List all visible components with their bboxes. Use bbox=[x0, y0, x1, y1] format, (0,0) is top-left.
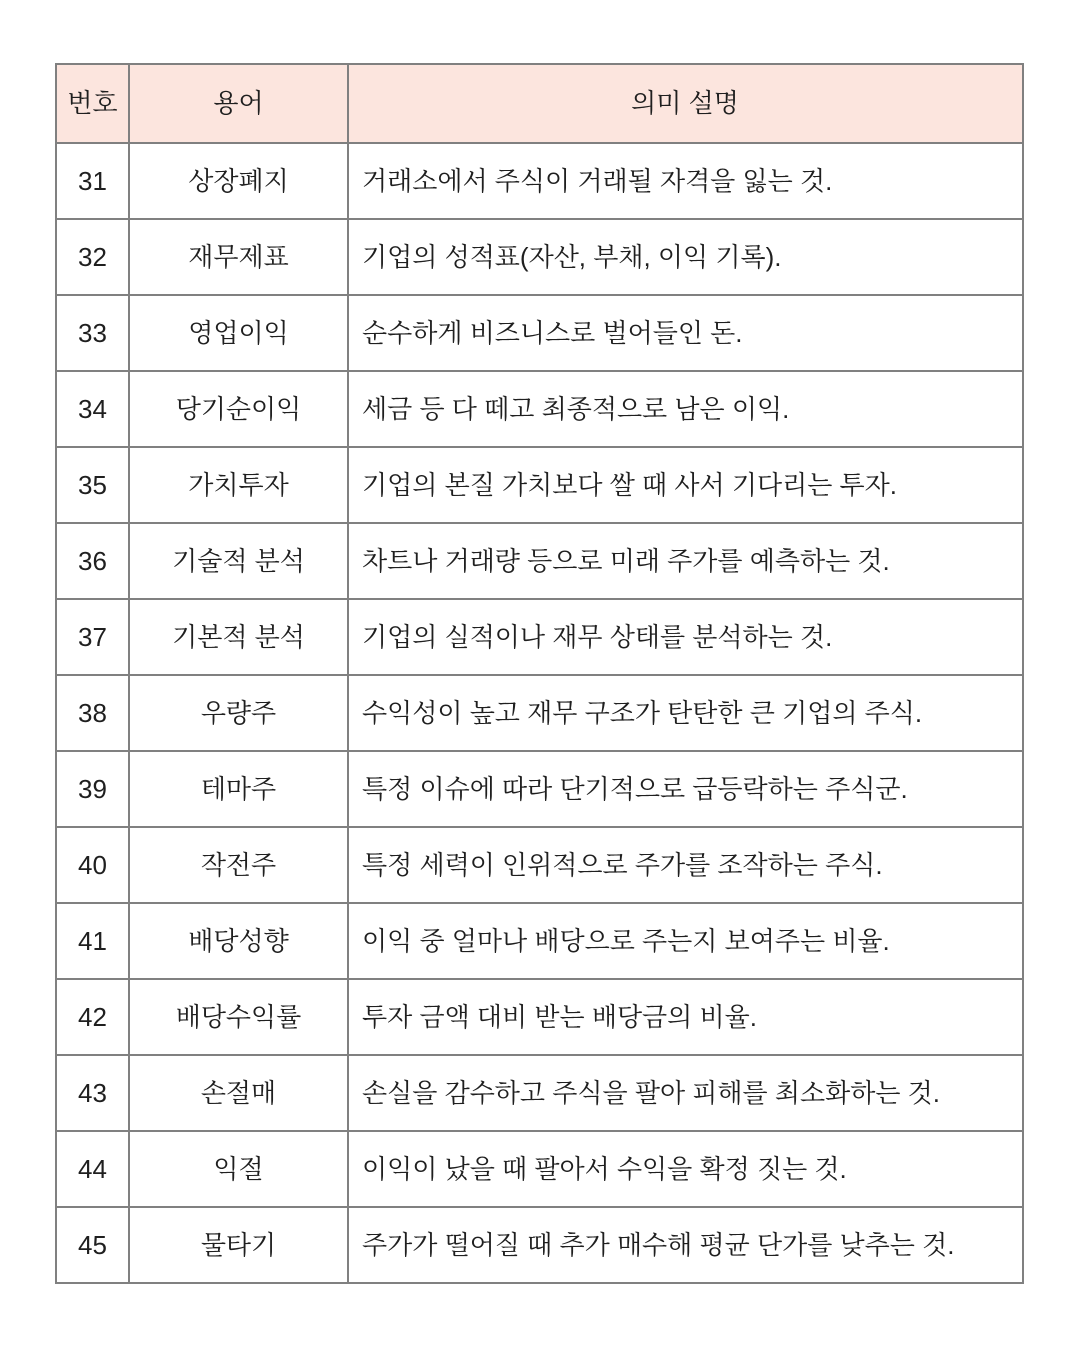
description-cell: 손실을 감수하고 주식을 팔아 피해를 최소화하는 것. bbox=[348, 1055, 1023, 1131]
row-number-cell: 36 bbox=[56, 523, 129, 599]
table-row bbox=[56, 447, 1023, 523]
row-number-cell: 43 bbox=[56, 1055, 129, 1131]
description-cell: 차트나 거래량 등으로 미래 주가를 예측하는 것. bbox=[348, 523, 1023, 599]
term-cell: 배당수익률 bbox=[129, 979, 348, 1055]
description-cell: 이익이 났을 때 팔아서 수익을 확정 짓는 것. bbox=[348, 1131, 1023, 1207]
description-cell: 이익 중 얼마나 배당으로 주는지 보여주는 비율. bbox=[348, 903, 1023, 979]
header-number: 번호 bbox=[56, 64, 129, 143]
description-cell: 투자 금액 대비 받는 배당금의 비율. bbox=[348, 979, 1023, 1055]
row-number-cell: 32 bbox=[56, 219, 129, 295]
term-cell: 재무제표 bbox=[129, 219, 348, 295]
table-row bbox=[56, 523, 1023, 599]
row-number-cell: 40 bbox=[56, 827, 129, 903]
table-row bbox=[56, 371, 1023, 447]
table-row bbox=[56, 675, 1023, 751]
row-number-cell: 35 bbox=[56, 447, 129, 523]
term-cell: 물타기 bbox=[129, 1207, 348, 1283]
table-row bbox=[56, 599, 1023, 675]
term-cell: 작전주 bbox=[129, 827, 348, 903]
description-cell: 순수하게 비즈니스로 벌어들인 돈. bbox=[348, 295, 1023, 371]
description-cell: 수익성이 높고 재무 구조가 탄탄한 큰 기업의 주식. bbox=[348, 675, 1023, 751]
table-row bbox=[56, 1131, 1023, 1207]
term-cell: 테마주 bbox=[129, 751, 348, 827]
description-cell: 세금 등 다 떼고 최종적으로 남은 이익. bbox=[348, 371, 1023, 447]
description-cell: 기업의 본질 가치보다 쌀 때 사서 기다리는 투자. bbox=[348, 447, 1023, 523]
row-number-cell: 44 bbox=[56, 1131, 129, 1207]
term-cell: 배당성향 bbox=[129, 903, 348, 979]
term-cell: 가치투자 bbox=[129, 447, 348, 523]
table-row bbox=[56, 827, 1023, 903]
glossary-table bbox=[55, 63, 1024, 1284]
description-cell: 주가가 떨어질 때 추가 매수해 평균 단가를 낮추는 것. bbox=[348, 1207, 1023, 1283]
term-cell: 영업이익 bbox=[129, 295, 348, 371]
term-cell: 우량주 bbox=[129, 675, 348, 751]
term-cell: 기본적 분석 bbox=[129, 599, 348, 675]
table-row bbox=[56, 143, 1023, 219]
term-cell: 당기순이익 bbox=[129, 371, 348, 447]
table-row bbox=[56, 903, 1023, 979]
header-description: 의미 설명 bbox=[348, 64, 1023, 143]
row-number-cell: 45 bbox=[56, 1207, 129, 1283]
table-row bbox=[56, 979, 1023, 1055]
row-number-cell: 37 bbox=[56, 599, 129, 675]
term-cell: 상장폐지 bbox=[129, 143, 348, 219]
description-cell: 거래소에서 주식이 거래될 자격을 잃는 것. bbox=[348, 143, 1023, 219]
row-number-cell: 33 bbox=[56, 295, 129, 371]
row-number-cell: 34 bbox=[56, 371, 129, 447]
term-cell: 익절 bbox=[129, 1131, 348, 1207]
description-cell: 특정 세력이 인위적으로 주가를 조작하는 주식. bbox=[348, 827, 1023, 903]
row-number-cell: 42 bbox=[56, 979, 129, 1055]
description-cell: 기업의 성적표(자산, 부채, 이익 기록). bbox=[348, 219, 1023, 295]
table-row bbox=[56, 751, 1023, 827]
row-number-cell: 41 bbox=[56, 903, 129, 979]
header-term: 용어 bbox=[129, 64, 348, 143]
row-number-cell: 39 bbox=[56, 751, 129, 827]
header-row bbox=[56, 64, 1023, 143]
term-cell: 기술적 분석 bbox=[129, 523, 348, 599]
table-row bbox=[56, 1055, 1023, 1131]
table-row bbox=[56, 295, 1023, 371]
description-cell: 특정 이슈에 따라 단기적으로 급등락하는 주식군. bbox=[348, 751, 1023, 827]
term-cell: 손절매 bbox=[129, 1055, 348, 1131]
row-number-cell: 38 bbox=[56, 675, 129, 751]
row-number-cell: 31 bbox=[56, 143, 129, 219]
table-row bbox=[56, 219, 1023, 295]
table-row bbox=[56, 1207, 1023, 1283]
description-cell: 기업의 실적이나 재무 상태를 분석하는 것. bbox=[348, 599, 1023, 675]
